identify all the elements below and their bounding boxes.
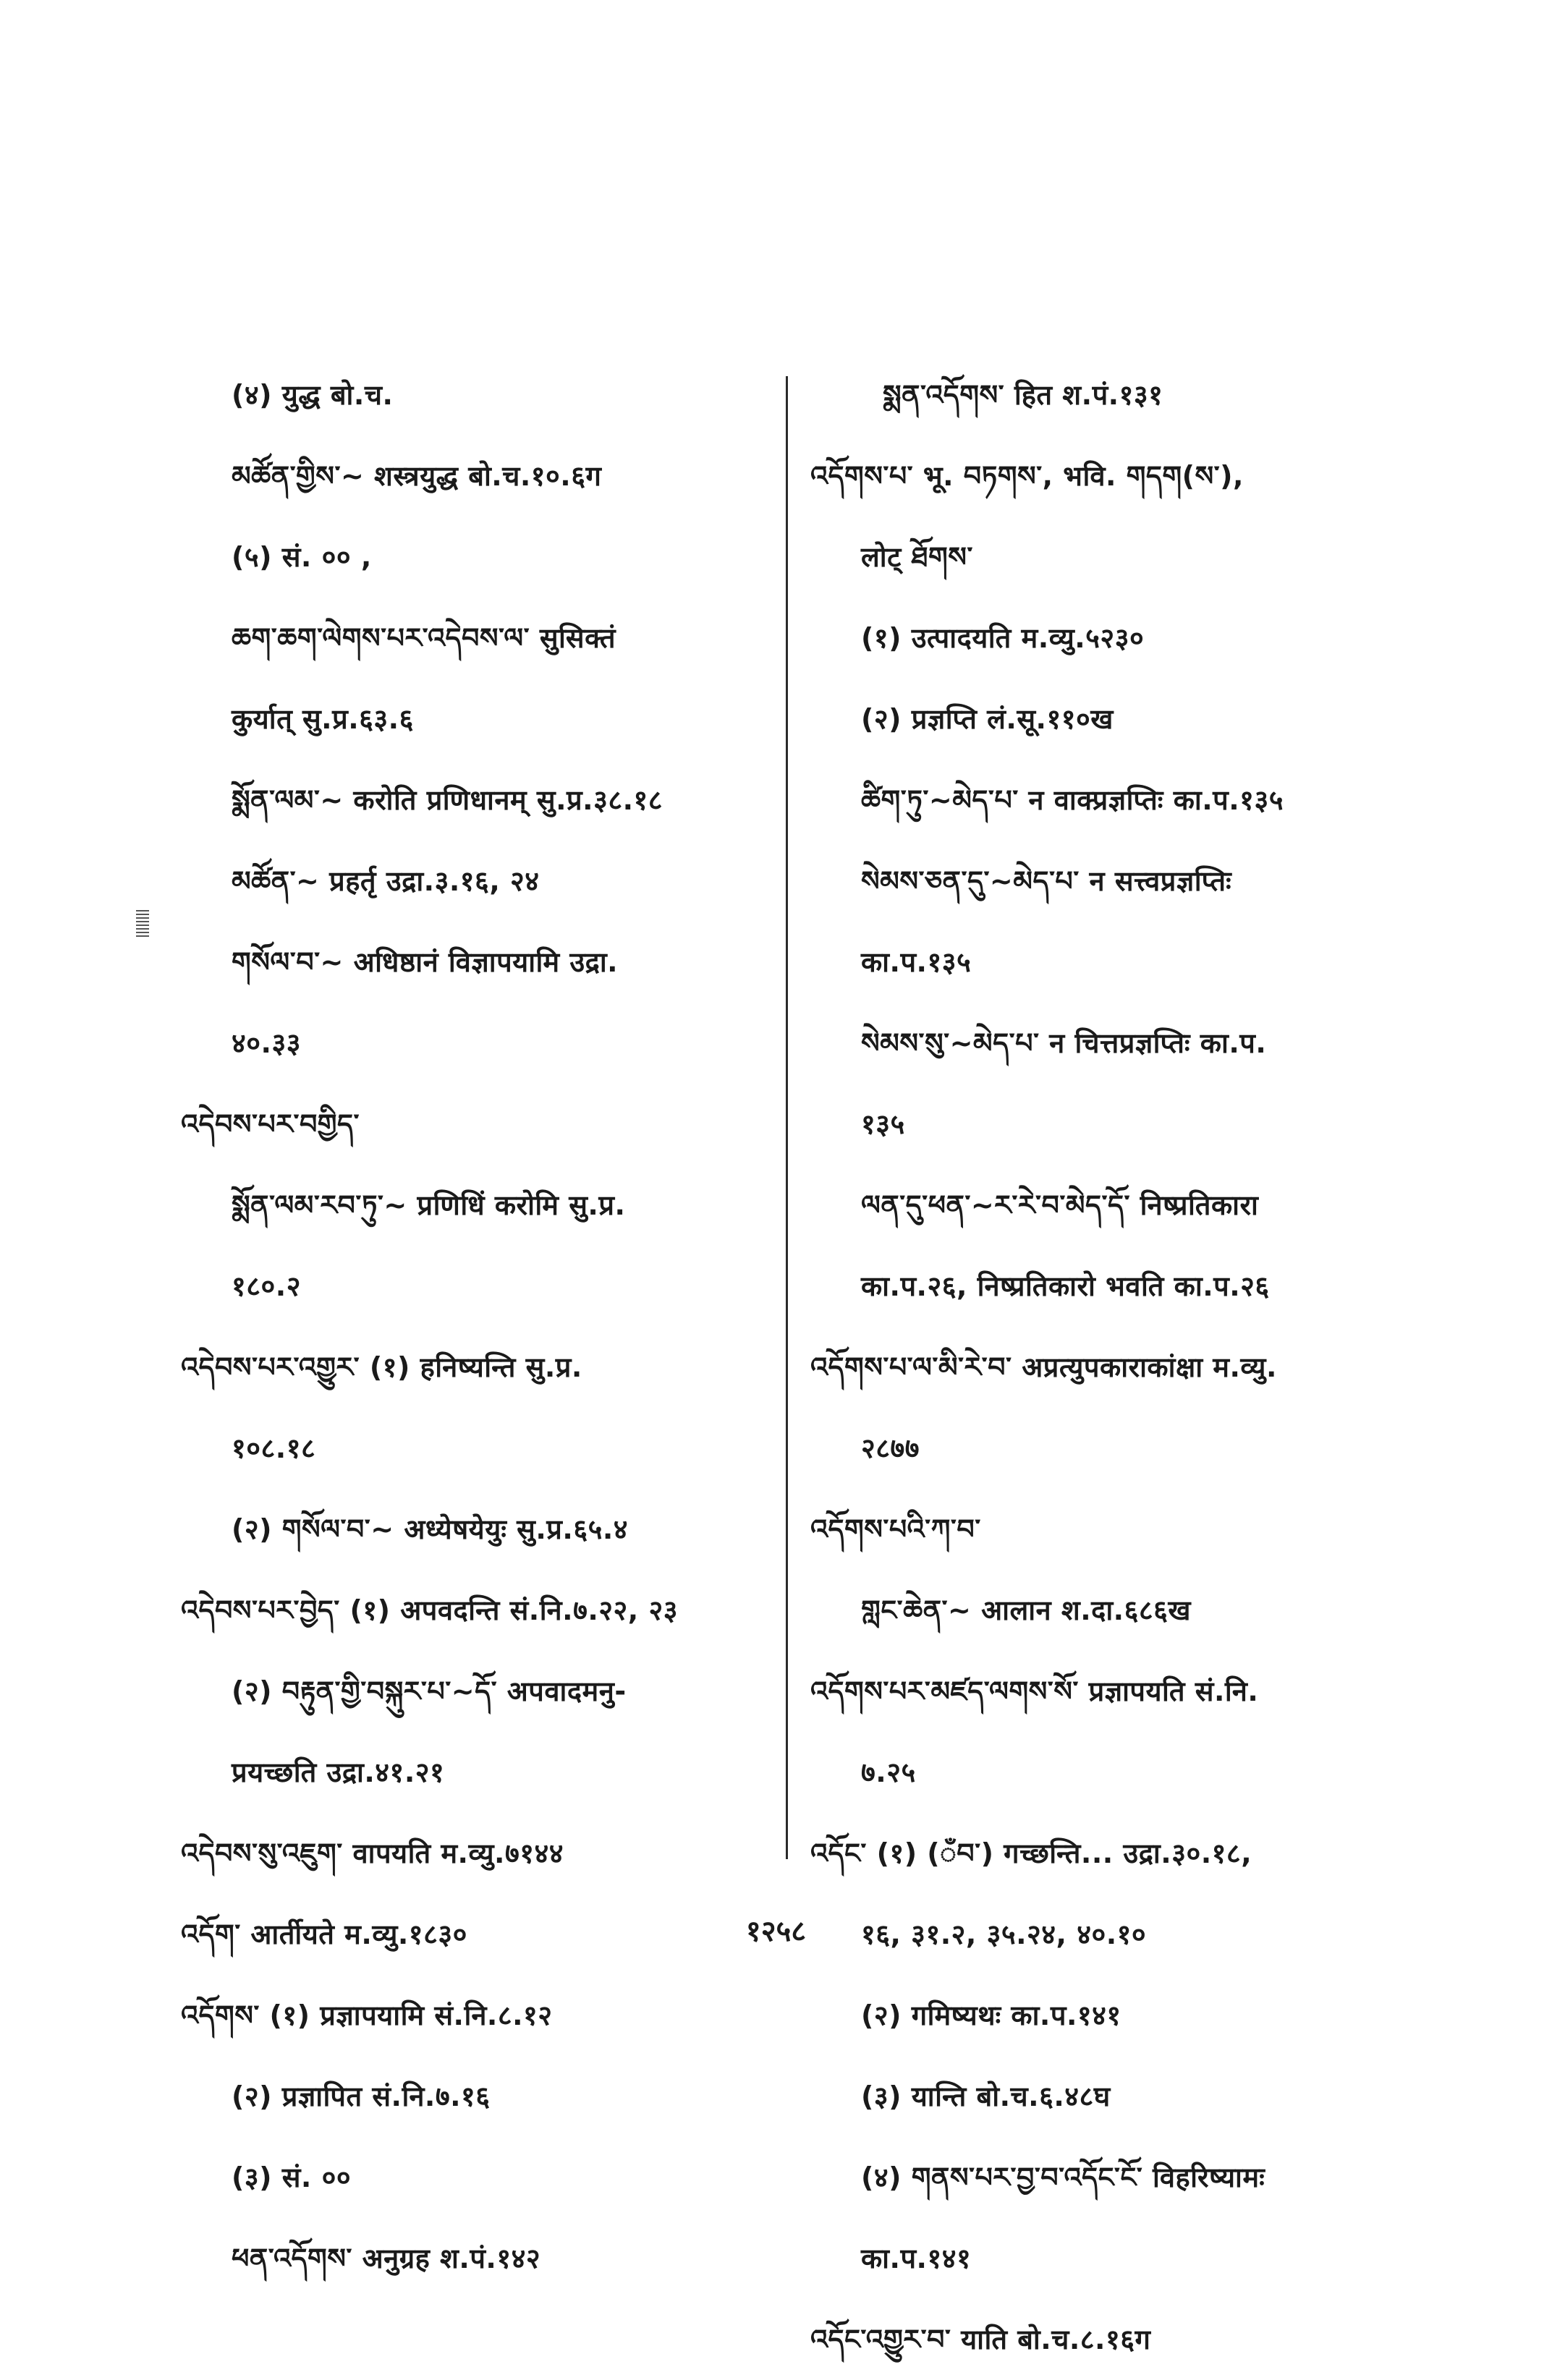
entry-line: (४) युद्ध बो.च.: [232, 379, 394, 411]
right-column: [810, 354, 1411, 2380]
entry-line: སྨན་འདོགས་ हित श.पं.१३१: [883, 379, 1163, 411]
entry-line: འདེབས་པར་བྱེད་ (१) अपवदन्ति सं.नि.७.२२, २३: [181, 1594, 678, 1626]
entry-line: འདོང་འགྱུར་བ་ याति बो.च.८.१६ग: [810, 2324, 1151, 2355]
entry-line: སེམས་སུ་~མེད་པ་ न चित्तप्रज्ञप्तिः का.प.: [861, 1027, 1267, 1059]
entry-line: འདོགས་པར་མཛད་ལགས་སོ་ प्रज्ञापयति सं.नि.: [810, 1675, 1259, 1707]
entry-line: གླང་ཆེན་~ आलान श.दा.६८६ख: [861, 1594, 1191, 1626]
entry-line: འདོགས་པ་ भू. བཏགས་, भवि. གདག(ས་),: [810, 460, 1244, 492]
column-divider: [786, 376, 788, 1859]
entry-line: ४०.३३: [232, 1027, 301, 1059]
entry-line: འདེབས་པར་བགྱིད་: [181, 1108, 360, 1140]
entry-line: ལན་དུ་ཕན་~ར་རེ་བ་མེད་དོ་ निष्प्रतिकारा: [861, 1189, 1259, 1221]
entry-line: १०८.१८: [232, 1432, 316, 1464]
entry-line: (३) यान्ति बो.च.६.४८घ: [861, 2081, 1111, 2112]
entry-line: ཆག་ཆག་ལེགས་པར་འདེབས་ལ་ सुसिक्तं: [232, 622, 616, 654]
margin-mark: [136, 910, 149, 939]
entry-line: का.प.१३५: [861, 946, 972, 978]
entry-line: སེམས་ཅན་དུ་~མེད་པ་ न सत्त्वप्रज्ञप्तिः: [861, 865, 1232, 897]
entry-line: འདོགས་པའི་ཀ་བ་: [810, 1513, 981, 1545]
entry-line: གསོལ་བ་~ अधिष्ठानं विज्ञापयामि उद्रा.: [232, 946, 619, 978]
entry-line: འདེབས་སུ་འཇུག་ वापयति म.व्यु.७१४४: [181, 1837, 564, 1869]
entry-line: कुर्यात् सु.प्र.६३.६: [232, 703, 414, 735]
page-number: १२५८: [745, 1915, 807, 1948]
entry-line: का.प.१४१: [861, 2243, 972, 2274]
entry-line: མཚོན་~ प्रहर्तृ उद्रा.३.१६, २४: [232, 865, 540, 897]
entry-line: १८०.२: [232, 1270, 301, 1302]
entry-line: འདོག་ आर्तीयते म.व्यु.१८३०: [181, 1918, 467, 1950]
entry-line: མཚོན་གྱིས་~ शस्त्रयुद्ध बो.च.१०.६ग: [232, 460, 602, 492]
entry-line: (५) सं. ०० ,: [232, 541, 372, 573]
entry-line: (१) उत्पादयति म.व्यु.५२३०: [861, 622, 1145, 654]
entry-line: लोट् ཐོགས་: [861, 541, 973, 573]
entry-line: १६, ३१.२, ३५.२४, ४०.१०: [861, 1918, 1147, 1950]
entry-line: २८७७: [861, 1432, 920, 1464]
entry-line: (२) गमिष्यथः का.प.१४१: [861, 1999, 1121, 2031]
entry-line: འདོགས་པ་ལ་མི་རེ་བ་ अप्रत्युपकाराकांक्षा म.व्यु.: [810, 1351, 1277, 1383]
entry-line: (२) प्रज्ञप्ति लं.सू.११०ख: [861, 703, 1114, 735]
entry-line: (४) གནས་པར་བྱ་བ་འདོང་ངོ་ विहरिष्यामः: [861, 2162, 1265, 2193]
entry-line: ७.२५: [861, 1756, 916, 1788]
entry-line: འདོགས་ (१) प्रज्ञापयामि सं.नि.८.१२: [181, 1999, 553, 2031]
entry-line: འདོང་ (१) (ँབ་) गच्छन्ति... उद्रा.३०.१८,: [810, 1837, 1252, 1869]
entry-line: (२) བརྟུན་གྱི་བསྐུར་པ་~དོ་ अपवादमनु-: [232, 1675, 627, 1707]
entry-line: का.प.२६, निष्प्रतिकारो भवति का.प.२६: [861, 1270, 1270, 1302]
entry-line: (२) प्रज्ञापित सं.नि.७.१६: [232, 2081, 491, 2112]
left-column: [181, 354, 774, 2299]
entry-line: (३) सं. ००: [232, 2162, 352, 2193]
entry-line: འདེབས་པར་འགྱུར་ (१) हनिष्यन्ति सु.प्र.: [181, 1351, 582, 1383]
entry-line: ཚིག་ཏུ་~མེད་པ་ न वाक्प्रज्ञप्तिः का.प.१३५: [861, 784, 1284, 816]
entry-line: (२) གསོལ་བ་~ अध्येषयेयुः सु.प्र.६५.४: [232, 1513, 629, 1545]
entry-line: སྨོན་ལམ་རབ་ཏུ་~ प्रणिधिं करोमि सु.प्र.: [232, 1189, 626, 1221]
entry-line: १३५: [861, 1108, 905, 1140]
entry-line: प्रयच्छति उद्रा.४१.२१: [232, 1756, 445, 1788]
entry-line: སྨོན་ལམ་~ करोति प्रणिधानम् सु.प्र.३८.१८: [232, 784, 663, 816]
entry-line: ཕན་འདོགས་ अनुग्रह श.पं.१४२: [232, 2243, 541, 2274]
